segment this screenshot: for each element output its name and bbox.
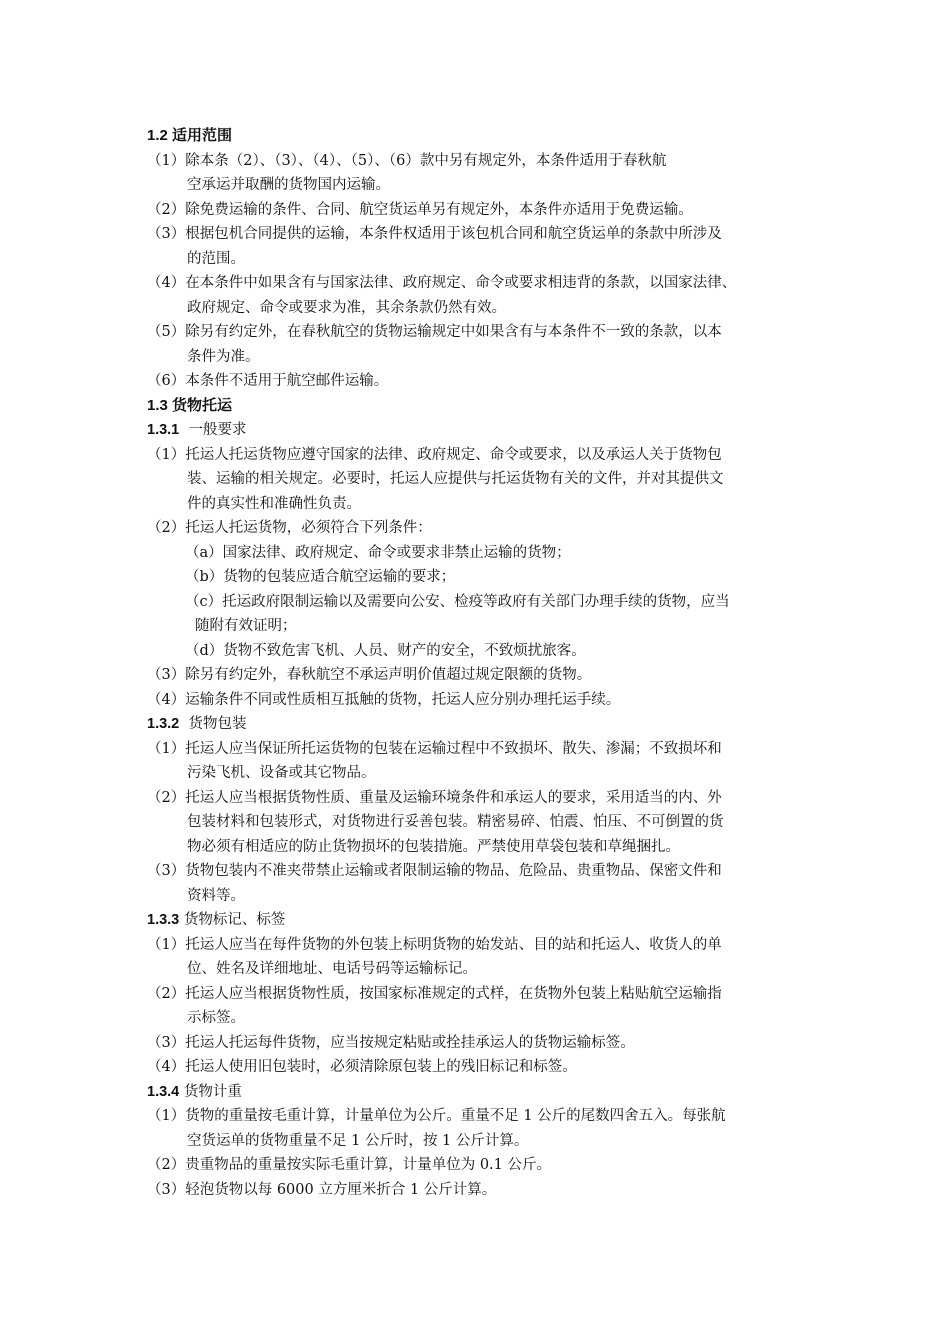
paragraph: （2）托运人应当根据货物性质，按国家标准规定的式样，在货物外包装上粘贴航空运输指 — [147, 985, 722, 1002]
sub-item: （a）国家法律、政府规定、命令或要求非禁止运输的货物； — [185, 544, 571, 561]
paragraph-continuation: 物必须有相适应的防止货物损坏的包装措施。严禁使用草袋包装和草绳捆扎。 — [187, 838, 680, 855]
subsection-title: 货物包装 — [188, 716, 247, 732]
document-body — [147, 124, 819, 1202]
paragraph-continuation: 空货运单的货物重量不足 1 公斤时，按 1 公斤计算。 — [187, 1132, 529, 1149]
section-heading-1-3: 1.3 货物托运 — [147, 396, 233, 414]
sub-item: （d）货物不致危害飞机、人员、财产的安全，不致烦扰旅客。 — [185, 642, 586, 659]
paragraph: （1）除本条（2）、（3）、（4）、（5）、（6）款中另有规定外，本条件适用于春秋航 — [147, 152, 667, 169]
subsection-title: 货物标记、标签 — [183, 912, 286, 928]
paragraph-continuation: 装、运输的相关规定。必要时，托运人应提供与托运货物有关的文件，并对其提供文 — [187, 471, 724, 487]
paragraph: （3）除另有约定外，春秋航空不承运声明价值超过规定限额的货物。 — [147, 667, 592, 683]
paragraph: （1）托运人应当保证所托运货物的包装在运输过程中不致损坏、散失、渗漏；不致损坏和 — [147, 740, 722, 757]
paragraph-continuation: 污染飞机、设备或其它物品。 — [187, 765, 376, 781]
paragraph: （2）除免费运输的条件、合同、航空货运单另有规定外，本条件亦适用于免费运输。 — [147, 201, 693, 218]
section-heading-1-2: 1.2 适用范围 — [147, 127, 233, 144]
paragraph-continuation: 政府规定、命令或要求为准，其余条款仍然有效。 — [187, 299, 506, 316]
paragraph: （4）运输条件不同或性质相互抵触的货物，托运人应分别办理托运手续。 — [147, 691, 621, 708]
subsection-title: 一般要求 — [188, 422, 247, 438]
paragraph: （2）贵重物品的重量按实际毛重计算，计量单位为 0.1 公斤。 — [147, 1157, 552, 1173]
paragraph: （3）根据包机合同提供的运输，本条件权适用于该包机合同和航空货运单的条款中所涉及 — [147, 226, 722, 242]
paragraph-continuation: 示标签。 — [187, 1010, 245, 1026]
subsection-title: 货物计重 — [183, 1083, 242, 1100]
subsection-heading-1-3-2 — [147, 712, 819, 737]
paragraph: （1）托运人应当在每件货物的外包装上标明货物的始发站、目的站和托运人、收货人的单 — [147, 936, 722, 953]
subsection-number: 1.3.3 — [147, 912, 180, 928]
paragraph: （4）在本条件中如果含有与国家法律、政府规定、命令或要求相违背的条款，以国家法律、 — [147, 275, 737, 291]
paragraph-continuation: 资料等。 — [187, 887, 245, 904]
paragraph-continuation: 条件为准。 — [187, 348, 260, 365]
subsection-heading-1-3-3 — [147, 908, 819, 933]
paragraph-continuation: 件的真实性和准确性负责。 — [187, 495, 361, 512]
paragraph: （3）托运人托运每件货物，应当按规定粘贴或拴挂承运人的货物运输标签。 — [147, 1034, 635, 1051]
subsection-heading-1-3-4 — [147, 1080, 819, 1105]
paragraph-continuation: 位、姓名及详细地址、电话号码等运输标记。 — [187, 961, 477, 977]
paragraph: （6）本条件不适用于航空邮件运输。 — [147, 373, 389, 389]
subsection-number: 1.3.2 — [147, 716, 180, 732]
subsection-number: 1.3.4 — [147, 1083, 180, 1100]
paragraph: （4）托运人使用旧包装时，必须清除原包装上的残旧标记和标签。 — [147, 1059, 577, 1075]
paragraph: （2）托运人应当根据货物性质、重量及运输环境条件和承运人的要求，采用适当的内、外 — [147, 789, 722, 806]
paragraph-continuation: 的范围。 — [187, 250, 245, 267]
paragraph-continuation: 包装材料和包装形式，对货物进行妥善包装。精密易碎、怕震、怕压、不可倒置的货 — [187, 814, 724, 830]
sub-item: （c）托运政府限制运输以及需要向公安、检疫等政府有关部门办理手续的货物，应当 — [185, 593, 730, 610]
paragraph: （2）托运人托运货物，必须符合下列条件： — [147, 520, 432, 536]
paragraph: （3）货物包装内不准夹带禁止运输或者限制运输的物品、危险品、贵重物品、保密文件和 — [147, 863, 722, 879]
paragraph: （1）货物的重量按毛重计算，计量单位为公斤。重量不足 1 公斤的尾数四舍五入。每张航 — [147, 1108, 726, 1124]
sub-item-continuation: 随附有效证明； — [195, 618, 297, 634]
paragraph: （5）除另有约定外，在春秋航空的货物运输规定中如果含有与本条件不一致的条款，以本 — [147, 324, 722, 340]
paragraph: （3）轻泡货物以每 6000 立方厘米折合 1 公斤计算。 — [147, 1181, 497, 1198]
paragraph-continuation: 空承运并取酬的货物国内运输。 — [187, 177, 390, 193]
paragraph: （1）托运人托运货物应遵守国家的法律、政府规定、命令或要求，以及承运人关于货物包 — [147, 446, 722, 463]
sub-item: （b）货物的包装应适合航空运输的要求； — [185, 569, 456, 585]
subsection-number: 1.3.1 — [147, 422, 180, 438]
subsection-heading-1-3-1 — [147, 418, 819, 443]
